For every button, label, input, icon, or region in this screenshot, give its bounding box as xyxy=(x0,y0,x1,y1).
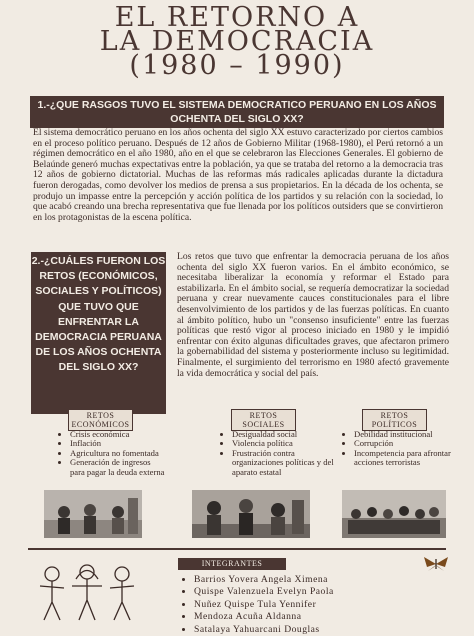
retos-economicos-list xyxy=(58,430,166,477)
retos-label-line: POLÍTICOS xyxy=(371,420,418,429)
retos-politicos-list xyxy=(342,430,458,468)
retos-label-line: RETOS xyxy=(380,411,409,420)
list-item: • Desigualdad social xyxy=(232,430,344,439)
title-line-3: (1980 – 1990) xyxy=(129,50,345,81)
butterfly-icon xyxy=(422,555,450,573)
members-list xyxy=(180,574,334,636)
list-item: • Generación de ingresos para pagar la deuda externa xyxy=(70,458,166,477)
page-title xyxy=(0,2,474,81)
list-item: • Incompetencia para afrontar acciones terroristas xyxy=(354,449,458,468)
list-item: • Frustración contra organizaciones políticas y del aparato estatal xyxy=(232,449,344,477)
group-figures-icon xyxy=(32,562,142,624)
list-item: • Inflación xyxy=(70,439,166,448)
photo-social-violence xyxy=(192,490,310,538)
member-item: • Mendoza Acuña Aldanna xyxy=(194,611,334,623)
list-item: • Violencia política xyxy=(232,439,344,448)
retos-economicos-label xyxy=(68,409,133,431)
list-item: • Crisis económica xyxy=(70,430,166,439)
title-line-2: LA DEMOCRACIA xyxy=(99,26,375,57)
member-item: • Nuñez Quispe Tula Yennifer xyxy=(194,599,334,611)
member-item: • Satalaya Yahuarcani Douglas xyxy=(194,624,334,636)
photo-economic-crisis xyxy=(44,490,142,538)
list-item: • Debilidad institucional xyxy=(354,430,458,439)
question-2-heading: 2.-¿CUÁLES FUERON LOS RETOS (ECONÓMICOS, SOCIALES Y POLÍTICOS) QUE TUVO QUE ENFRENTAR LA DEMOCRACIA PERUANA DE LOS AÑOS OCHENTA DEL SIGLO XX? xyxy=(31,252,166,414)
member-item: • Barrios Yovera Angela Ximena xyxy=(194,574,334,586)
section-divider xyxy=(28,548,446,550)
integrantes-label: INTEGRANTES xyxy=(178,558,286,570)
retos-politicos-label xyxy=(362,409,427,431)
list-item: • Agricultura no fomentada xyxy=(70,449,166,458)
photo-political-crowd xyxy=(342,490,446,538)
title-line-1: EL RETORNO A xyxy=(114,2,360,33)
question-2-answer: Los retos que tuvo que enfrentar la democracia peruana de los años ochenta del siglo XX fueron varios. En el ámbito económico, se necesitaba liberalizar la economía y reformar el Estado para estabilizarla. En el ámbito social, se requería democratizar la sociedad peruana y crear nuevamente cauces constitucionales para el libre desenvolvimiento de los partidos y de las fuerzas políticas. En cuanto al ámbito político, hubo un "consenso insuficiente" entre las fuerzas políticas que restó vigor al proceso iniciado en 1980 y le impidió enfrentar con éxito algunas dificultades graves, que afectaron primero la gobernabilidad del sistema y posteriormente incluso su legitimidad. Finalmente, el surgimiento del terrorismo en 1980 afectó gravemente la vida democrática y social del país. xyxy=(177,251,449,379)
question-1-answer: El sistema democrático peruano en los años ochenta del siglo XX estuvo caracterizado por ciertos cambios en el proceso político peruano. Después de 12 años de Gobierno Militar (1968-1980), el Perú retornó a un régimen democrático en el año 1980, año en el que se celebraron las Elecciones Generales. El gobierno de Belaúnde generó muchas expectativas entre la población, ya que se trataba del retorno a la democracia tras 12 años de gobierno dictatorial. Muchas de las reformas más radicales aplicadas durante la dictadura fueron derogadas, como devolver los medios de prensa a sus propietarios. En la década de los ochenta, se produjo un impasse entre la percepción y acción política de los partidos y su relación con la sociedad, lo que acabó creando una brecha representativa que fue llenada por los políticos outsiders que se convirtieron en los protagonistas de la escena política. xyxy=(33,127,443,223)
retos-label-line: ECONÓMICOS xyxy=(71,420,130,429)
list-item: • Corrupción xyxy=(354,439,458,448)
retos-label-line: RETOS xyxy=(86,411,115,420)
retos-label-line: SOCIALES xyxy=(242,420,285,429)
member-item: • Quispe Valenzuela Evelyn Paola xyxy=(194,586,334,598)
question-1-heading: 1.-¿QUE RASGOS TUVO EL SISTEMA DEMOCRATICO PERUANO EN LOS AÑOS OCHENTA DEL SIGLO XX? xyxy=(30,96,444,128)
retos-sociales-list xyxy=(220,430,344,477)
retos-label-line: RETOS xyxy=(249,411,278,420)
retos-sociales-label xyxy=(231,409,296,431)
